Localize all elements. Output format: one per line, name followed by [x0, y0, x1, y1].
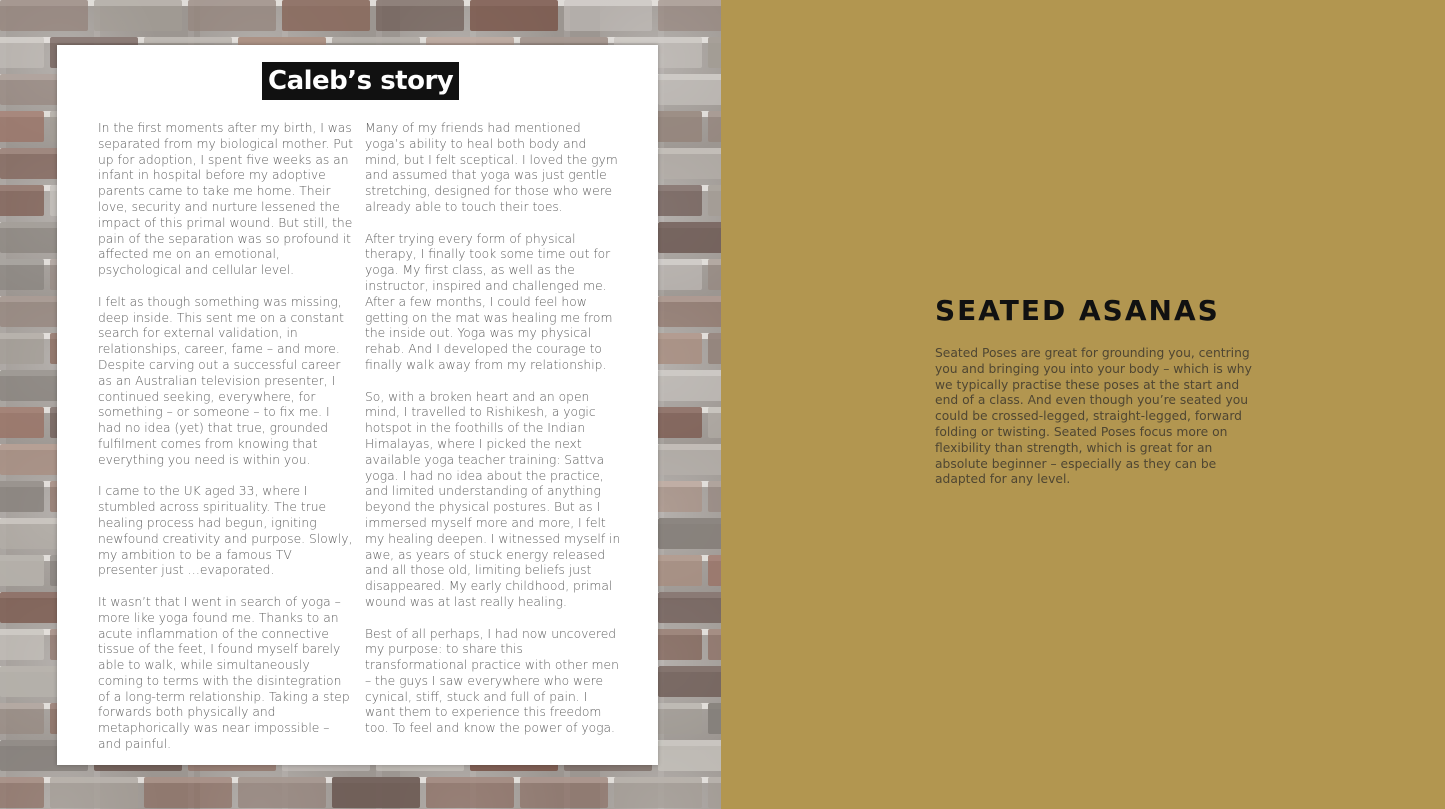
brick [708, 777, 721, 808]
brick [144, 777, 232, 808]
story-paragraph: I came to the UK aged 33, where I stumbled across spirituality. The true healing process had begun, igniting newfound creativity and purpose. Slowly, my ambition to be a famous TV presenter just …evaporated. [98, 484, 353, 578]
brick-wall-background [0, 0, 721, 809]
story-column-left [98, 121, 354, 769]
brick [564, 0, 652, 31]
brick [0, 407, 44, 438]
brick [94, 0, 182, 31]
brick [708, 629, 721, 660]
brick [658, 740, 721, 771]
brick [0, 481, 44, 512]
brick [470, 0, 558, 31]
brick [658, 518, 721, 549]
brick [708, 37, 721, 68]
brick [0, 333, 44, 364]
story-paragraph: I felt as though something was missing, deep inside. This sent me on a constant search for external validation, in relationships, career, fame – and more. Despite carving out a successful career as an Australian television presenter, I continued seeking, everywhere, for something – or someone – to fix me. I had no idea (yet) that true, grounded fulfilment comes from knowing that everything you need is within you. [98, 294, 344, 467]
brick [282, 0, 370, 31]
brick [520, 777, 608, 808]
brick [708, 185, 721, 216]
brick [658, 592, 721, 623]
brick [426, 777, 514, 808]
brick [50, 777, 138, 808]
brick [708, 111, 721, 142]
brick [658, 0, 721, 31]
story-paragraph: In the first moments after my birth, I was separated from my biological mother. Put up for adoption, I spent five weeks as an infant in hospital before my adoptive parents came to take me home. Their love, security and nurture lessened the impact of this primal wound. But still, the pain of the separation was so profound it affected me on an emotional, psychological and cellular level. [98, 121, 354, 278]
brick [658, 222, 721, 253]
brick [238, 777, 326, 808]
story-paragraph: So, with a broken heart and an open mind, I travelled to Rishikesh, a yogic hotspot in the foothills of the Indian Himalayas, where I picked the next available yoga teacher training: Sattva yoga. I had no idea about the practice, and limited understanding of anything beyond the physical postures. But as I immersed myself more and more, I felt my healing deepen. I witnessed myself in awe, as years of stuck energy released and all those old, limiting beliefs just disappeared. My early childhood, primal wound was at last really healing. [365, 389, 621, 609]
brick [708, 333, 721, 364]
brick [188, 0, 276, 31]
brick [0, 703, 44, 734]
story-card [57, 45, 658, 765]
brick [0, 629, 44, 660]
brick [658, 444, 721, 475]
brick [708, 481, 721, 512]
brick [376, 0, 464, 31]
brick [332, 777, 420, 808]
brick [658, 666, 721, 697]
brick [658, 74, 721, 105]
brick [658, 370, 721, 401]
story-paragraph: Best of all perhaps, I had now uncovered my purpose: to share this transformational practice with other men – the guys I saw everywhere who were cynical, stiff, stuck and full of pain. I want them to experience this freedom too. To feel and know the power of yoga. [365, 626, 619, 736]
brick [708, 703, 721, 734]
brick [0, 0, 88, 31]
brick [0, 555, 44, 586]
brick [0, 37, 44, 68]
story-title: Caleb’s story [262, 62, 459, 100]
brick [0, 185, 44, 216]
brick [0, 259, 44, 290]
brick [708, 555, 721, 586]
story-paragraph: Many of my friends had mentioned yoga’s ability to heal both body and mind, but I felt sceptical. I loved the gym and assumed that yoga was just gentle stretching, designed for those who were already able to touch their toes. [365, 121, 618, 214]
brick [708, 407, 721, 438]
brick [708, 259, 721, 290]
brick [0, 111, 44, 142]
brick [614, 777, 702, 808]
brick [658, 148, 721, 179]
story-paragraph: It wasn’t that I went in search of yoga – more like yoga found me. Thanks to an acute inflammation of the connective tissue of the feet, I found myself barely able to walk, while simultaneously coming to terms with the disintegration of a long-term relationship. Taking a step forwards both physically and metaphorically was near impossible – and painful. [98, 594, 350, 752]
brick [0, 777, 44, 808]
story-column-right [365, 121, 621, 753]
story-paragraph: After trying every form of physical therapy, I finally took some time out for yoga. My first class, as well as the instructor, inspired and challenged me. After a few months, I could feel how getting on the mat was healing me from the inside out. Yoga was my physical rehab. And I developed the courage to finally walk away from my relationship. [365, 231, 613, 372]
section-intro-text: Seated Poses are great for grounding you, centring you and bringing you into your body – which is why we typically practise these poses at the start and end of a class. And even though you’re seated you could be crossed-legged, straight-legged, forward folding or twisting. Seated Poses focus more on flexibility than strength, which is great for an absolute beginner – especially as they can be adapted for any level. [935, 346, 1252, 487]
brick [658, 296, 721, 327]
section-heading: SEATED ASANAS [935, 294, 1220, 327]
